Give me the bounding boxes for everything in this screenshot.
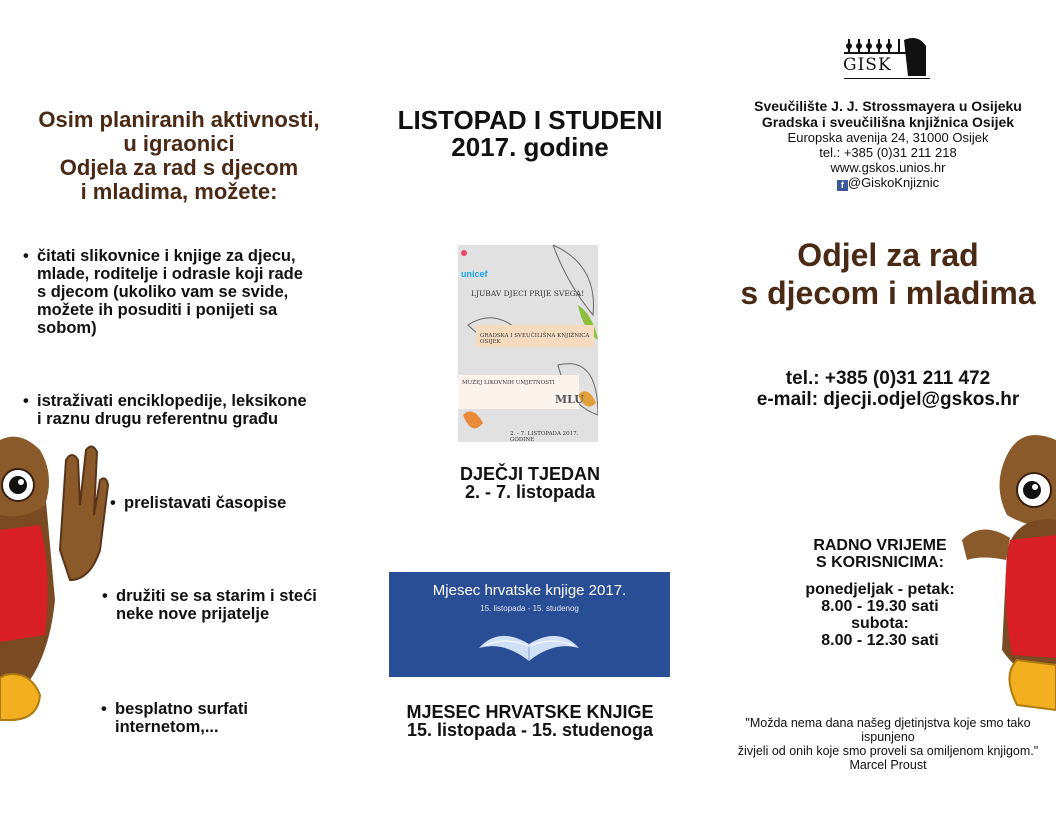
department-title (720, 236, 1056, 312)
activity-line: internetom,... (115, 718, 219, 736)
hours-saturday-time: 8.00 - 12.30 sati (821, 632, 939, 649)
banner-title: Mjesec hrvatske knjige 2017. (432, 582, 627, 599)
event-title: DJEČJI TJEDAN (459, 464, 601, 484)
activity-line: sobom) (37, 319, 97, 337)
activity-item (23, 247, 347, 337)
quote-line: "Možda nema dana našeg djetinjstva koje smo tako ispunjeno (745, 716, 1031, 744)
activity-line: i raznu drugu referentnu građu (37, 410, 279, 428)
childrens-week-poster (458, 245, 598, 442)
bullet-icon: • (102, 587, 108, 605)
mlu-logo-text: MLU (555, 393, 584, 406)
activity-line: s djecom (ukoliko vam se svide, (37, 283, 289, 301)
bullet-icon: • (110, 494, 116, 512)
hours-title: S KORISNICIMA: (816, 554, 944, 571)
activity-line: mlade, roditelje i odrasle koji rade (37, 265, 303, 283)
quote-author: Marcel Proust (849, 758, 927, 772)
poster-headline: LJUBAV DJECI PRIJE SVEGA! (471, 289, 585, 298)
activity-item (102, 587, 346, 623)
bullet-icon: • (101, 700, 107, 718)
facebook-handle: @GiskoKnjiznic (847, 175, 940, 190)
period-title-line: LISTOPAD I STUDENI (397, 105, 663, 135)
period-title (380, 107, 680, 161)
hours-weekdays-label: ponedjeljak - petak: (805, 581, 955, 598)
library-name: Gradska i sveučilišna knjižnica Osijek (761, 114, 1015, 130)
department-title-line: s djecom i mladima (740, 275, 1036, 311)
department-contact (720, 368, 1056, 410)
book-month-banner (389, 572, 670, 677)
event-childrens-week (380, 465, 680, 501)
banner-subtitle: 15. listopada - 15. studenog (480, 604, 579, 613)
library-facebook[interactable] (740, 175, 1036, 191)
left-panel-title (14, 108, 344, 204)
facebook-icon: f (837, 180, 848, 191)
activity-line: istraživati enciklopedije, leksikone (37, 392, 307, 410)
hours-saturday-label: subota: (851, 615, 909, 632)
left-title-line: i mladima, možete: (80, 179, 278, 204)
activity-line: družiti se sa starim i steći (116, 587, 317, 605)
institution-info (740, 98, 1036, 191)
event-dates: 2. - 7. listopada (464, 482, 596, 502)
left-title-line: Odjela za rad s djecom (59, 155, 299, 180)
event-dates: 15. listopada - 15. studenoga (406, 720, 654, 740)
activity-item (101, 700, 345, 736)
activity-item (110, 494, 344, 512)
left-title-line: u igraonici (123, 131, 235, 156)
unicef-logo-text: unicef (461, 269, 488, 279)
activity-line: čitati slikovnice i knjige za djecu, (37, 247, 296, 265)
library-phone: tel.: +385 (0)31 211 218 (819, 145, 957, 160)
gisk-logo-text: GISK (843, 55, 892, 75)
event-book-month (370, 703, 690, 739)
activity-line: možete ih posuditi i ponijeti sa (37, 301, 278, 319)
open-book-icon (474, 616, 584, 674)
department-email[interactable]: e-mail: djecji.odjel@gskos.hr (756, 389, 1020, 410)
poster-library-text: GRADSKA I SVEUČILIŠNA KNJIŽNICA OSIJEK (480, 333, 590, 345)
hours-weekdays-time: 8.00 - 19.30 sati (821, 598, 939, 615)
activity-line: neke nove prijatelje (116, 605, 270, 623)
department-phone: tel.: +385 (0)31 211 472 (785, 368, 991, 389)
quote-line: živjeli od onih koje smo proveli sa omiljenom knjigom." (737, 744, 1039, 758)
activity-line: prelistavati časopise (124, 494, 287, 512)
poster-museum-text: MUZEJ LIKOVNIH UMJETNOSTI (462, 380, 555, 386)
left-title-line: Osim planiranih aktivnosti, (38, 107, 320, 132)
proust-quote (720, 716, 1056, 772)
event-title: MJESEC HRVATSKE KNJIGE (406, 702, 654, 722)
hours-title: RADNO VRIJEME (813, 537, 947, 554)
bullet-icon: • (23, 247, 29, 265)
department-title-line: Odjel za rad (797, 237, 979, 273)
library-address: Europska avenija 24, 31000 Osijek (787, 130, 989, 145)
poster-dates: 2. - 7. LISTOPADA 2017. GODINE (510, 431, 579, 442)
owl-mascot-left (0, 420, 115, 750)
university-name: Sveučilište J. J. Strossmayera u Osijeku (754, 98, 1022, 114)
library-website[interactable]: www.gskos.unios.hr (830, 160, 946, 175)
activity-line: besplatno surfati (115, 700, 248, 718)
period-title-line: 2017. godine (451, 132, 609, 162)
owl-mascot-right (962, 420, 1056, 720)
bullet-icon: • (23, 392, 29, 410)
